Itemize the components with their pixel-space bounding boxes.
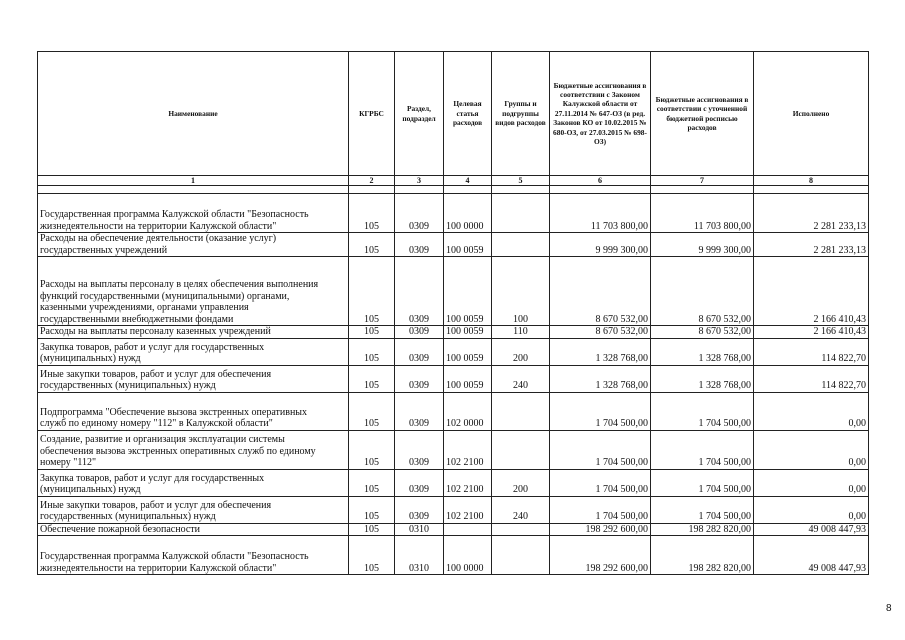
column-number: 5 [492,176,550,186]
cell-law: 1 704 500,00 [550,392,651,430]
column-number: 3 [395,176,444,186]
cell-section: 0310 [395,536,444,575]
cell-law: 8 670 532,00 [550,326,651,339]
table-row [38,430,869,469]
cell-group [492,536,550,575]
cell-name: Расходы на обеспечение деятельности (оказание услуг) государственных учреждений [38,233,349,257]
cell-name: Создание, развитие и организация эксплуатации системы обеспечения вызова экстренных оперативных служб по единому номеру "112" [38,430,349,469]
cell-kgrbs: 105 [349,536,395,575]
cell-refined: 8 670 532,00 [651,326,754,339]
cell-group [492,523,550,536]
cell-executed: 0,00 [754,469,869,496]
cell-refined: 1 328 768,00 [651,365,754,392]
table-row [38,233,869,257]
cell-group: 240 [492,365,550,392]
column-number: 7 [651,176,754,186]
cell-target: 102 2100 [444,469,492,496]
cell-group [492,194,550,233]
cell-kgrbs: 105 [349,257,395,326]
header-executed: Исполнено [754,52,869,176]
table-row [38,469,869,496]
cell-section: 0309 [395,326,444,339]
cell-refined: 1 704 500,00 [651,430,754,469]
cell-name: Закупка товаров, работ и услуг для государственных (муниципальных) нужд [38,338,349,365]
table-row [38,392,869,430]
cell-law: 1 328 768,00 [550,365,651,392]
table-row [38,257,869,326]
cell-section: 0309 [395,257,444,326]
table-row [38,523,869,536]
cell-group [492,392,550,430]
cell-name: Расходы на выплаты персоналу казенных учреждений [38,326,349,339]
cell-law: 9 999 300,00 [550,233,651,257]
cell-name: Закупка товаров, работ и услуг для государственных (муниципальных) нужд [38,469,349,496]
cell-kgrbs: 105 [349,496,395,523]
cell-executed: 49 008 447,93 [754,536,869,575]
header-target: Целевая статья расходов [444,52,492,176]
cell-refined: 1 328 768,00 [651,338,754,365]
cell-refined: 198 282 820,00 [651,523,754,536]
cell-refined: 198 282 820,00 [651,536,754,575]
table-row [38,536,869,575]
page-number: 8 [886,603,892,614]
column-number: 6 [550,176,651,186]
cell-name: Государственная программа Калужской области "Безопасность жизнедеятельности на территории Калужской области" [38,194,349,233]
cell-target: 100 0000 [444,194,492,233]
cell-executed: 49 008 447,93 [754,523,869,536]
cell-refined: 1 704 500,00 [651,392,754,430]
cell-law: 198 292 600,00 [550,523,651,536]
table-row [38,496,869,523]
cell-executed: 114 822,70 [754,365,869,392]
cell-target: 102 2100 [444,496,492,523]
column-number: 8 [754,176,869,186]
cell-kgrbs: 105 [349,233,395,257]
cell-group: 110 [492,326,550,339]
cell-target: 100 0059 [444,365,492,392]
cell-name: Иные закупки товаров, работ и услуг для обеспечения государственных (муниципальных) нужд [38,365,349,392]
cell-target: 100 0059 [444,257,492,326]
cell-target: 100 0059 [444,326,492,339]
cell-kgrbs: 105 [349,469,395,496]
cell-name: Иные закупки товаров, работ и услуг для обеспечения государственных (муниципальных) нужд [38,496,349,523]
cell-kgrbs: 105 [349,338,395,365]
cell-group: 200 [492,469,550,496]
cell-refined: 9 999 300,00 [651,233,754,257]
budget-table [37,51,869,575]
header-kgrbs: КГРБС [349,52,395,176]
cell-kgrbs: 105 [349,365,395,392]
cell-law: 1 704 500,00 [550,430,651,469]
cell-name: Обеспечение пожарной безопасности [38,523,349,536]
cell-law: 11 703 800,00 [550,194,651,233]
cell-name: Расходы на выплаты персоналу в целях обеспечения выполнения функций государственными (муниципальными) органами, казенными учреждениями, органами управления государственными внебюджетными фондами [38,257,349,326]
cell-section: 0309 [395,338,444,365]
cell-executed: 114 822,70 [754,338,869,365]
cell-kgrbs: 105 [349,194,395,233]
cell-target: 100 0059 [444,338,492,365]
table-row [38,194,869,233]
cell-kgrbs: 105 [349,326,395,339]
cell-name: Подпрограмма "Обеспечение вызова экстренных оперативных служб по единому номеру "112" в Калужской области" [38,392,349,430]
cell-executed: 0,00 [754,392,869,430]
header-row [38,52,869,176]
cell-executed: 0,00 [754,430,869,469]
cell-group [492,430,550,469]
cell-kgrbs: 105 [349,523,395,536]
cell-section: 0309 [395,365,444,392]
cell-group [492,233,550,257]
cell-executed: 2 166 410,43 [754,326,869,339]
cell-executed: 2 281 233,13 [754,194,869,233]
cell-executed: 2 166 410,43 [754,257,869,326]
column-number-row [38,176,869,186]
header-section: Раздел, подраздел [395,52,444,176]
cell-refined: 1 704 500,00 [651,469,754,496]
header-law: Бюджетные ассигнования в соответствии с Законом Калужской области от 27.11.2014 № 647-ОЗ (в ред. Законов КО от 10.02.2015 № 680-ОЗ, от 27.03.2015 № 698-ОЗ) [550,52,651,176]
header-name: Наименование [38,52,349,176]
cell-section: 0309 [395,233,444,257]
cell-section: 0309 [395,496,444,523]
cell-law: 1 704 500,00 [550,496,651,523]
header-groups: Группы и подгруппы видов расходов [492,52,550,176]
cell-kgrbs: 105 [349,392,395,430]
cell-section: 0309 [395,194,444,233]
cell-section: 0310 [395,523,444,536]
cell-section: 0309 [395,392,444,430]
cell-target: 102 2100 [444,430,492,469]
cell-target: 100 0000 [444,536,492,575]
cell-kgrbs: 105 [349,430,395,469]
cell-name: Государственная программа Калужской области "Безопасность жизнедеятельности на территории Калужской области" [38,536,349,575]
column-number: 1 [38,176,349,186]
cell-executed: 2 281 233,13 [754,233,869,257]
column-number: 4 [444,176,492,186]
cell-section: 0309 [395,469,444,496]
spacer-row [38,186,869,194]
cell-law: 1 328 768,00 [550,338,651,365]
cell-group: 100 [492,257,550,326]
cell-law: 1 704 500,00 [550,469,651,496]
column-number: 2 [349,176,395,186]
header-refined: Бюджетные ассигнования в соответствии с уточненной бюджетной росписью расходов [651,52,754,176]
cell-target: 100 0059 [444,233,492,257]
cell-group: 240 [492,496,550,523]
table-row [38,338,869,365]
cell-refined: 8 670 532,00 [651,257,754,326]
table-row [38,326,869,339]
cell-section: 0309 [395,430,444,469]
cell-target: 102 0000 [444,392,492,430]
cell-target [444,523,492,536]
cell-refined: 1 704 500,00 [651,496,754,523]
cell-executed: 0,00 [754,496,869,523]
cell-refined: 11 703 800,00 [651,194,754,233]
cell-law: 198 292 600,00 [550,536,651,575]
cell-group: 200 [492,338,550,365]
cell-law: 8 670 532,00 [550,257,651,326]
table-row [38,365,869,392]
